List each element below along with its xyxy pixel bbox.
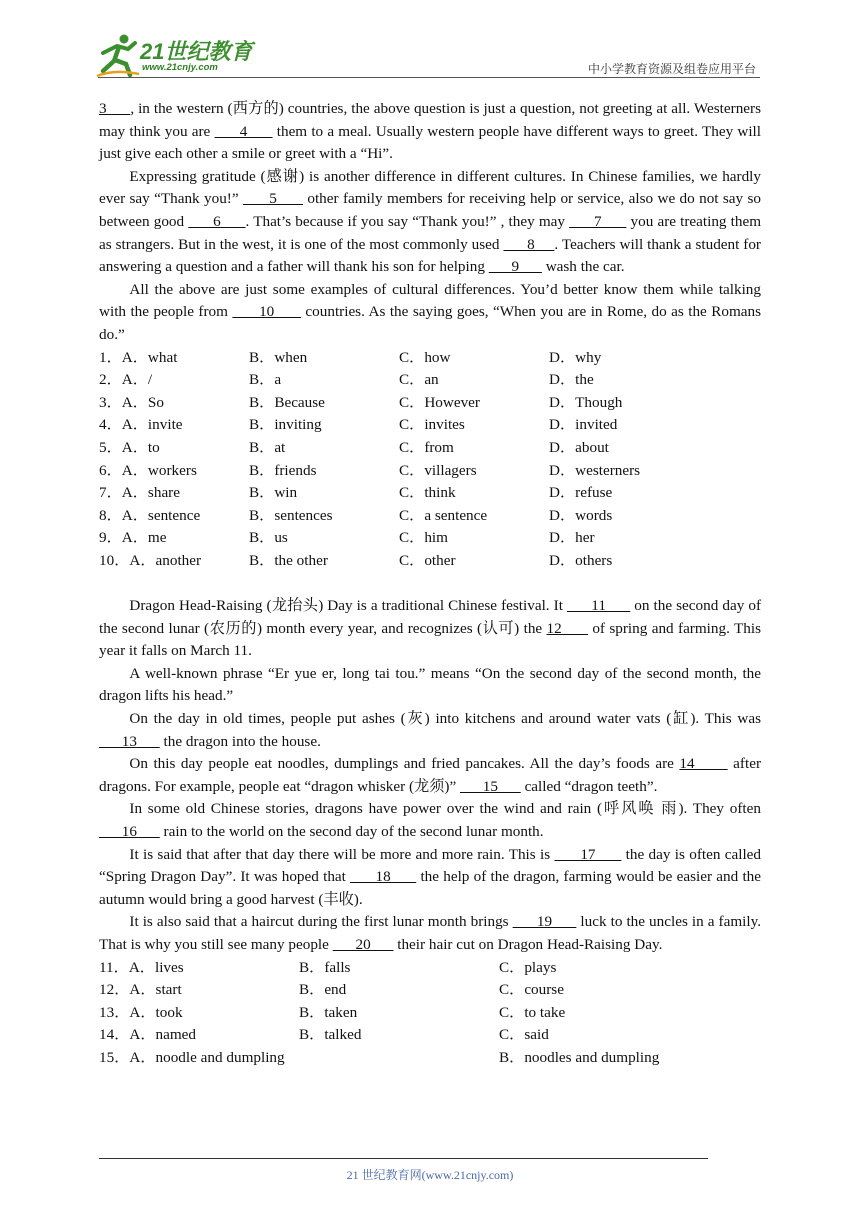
question-number: 10． (99, 551, 130, 569)
question-number: 7． (99, 484, 122, 502)
option-c: C．him (399, 529, 448, 547)
document-body (99, 98, 761, 1070)
paragraph-text: . Teachers will thank a student for answering a question and a father will thank his son for helping (99, 235, 761, 276)
question-number: 2． (99, 371, 122, 389)
option-c: C．invites (399, 416, 465, 434)
option-text: A．to (121, 438, 160, 456)
option-b: B．falls (299, 958, 351, 976)
section-gap (99, 572, 761, 595)
question-number: 5． (99, 438, 122, 456)
option-row (99, 550, 761, 573)
options-2 (99, 957, 761, 1047)
passage-1 (99, 98, 761, 347)
answer-blank: 15 (460, 777, 521, 795)
logo (95, 33, 275, 83)
option-c: C．think (399, 484, 456, 502)
paragraph (99, 595, 761, 663)
question-number: 11． (99, 958, 129, 976)
question-number: 6． (99, 461, 122, 479)
question-number: 13． (99, 1003, 130, 1021)
option-row (99, 1002, 761, 1025)
option-a (99, 527, 249, 550)
answer-blank: 18 (350, 868, 417, 886)
option-text: A．sentence (121, 506, 201, 524)
option-d: D．why (549, 348, 602, 366)
paragraph-text: On this day people eat noodles, dumplings and fried pancakes. All the day’s foods are (129, 755, 680, 773)
answer-blank: 14 (679, 755, 728, 773)
paragraph-text: their hair cut on Dragon Head-Raising Day. (393, 935, 663, 953)
option-c: C．other (399, 551, 456, 569)
option-d: D．Though (549, 393, 623, 411)
option-c: C．said (499, 1026, 549, 1044)
answer-blank: 3 (99, 100, 131, 117)
paragraph-text: On the day in old times, people put ashes (灰) into kitchens and around water vats (缸). This was (129, 710, 761, 728)
paragraph-text: them to a meal. Usually western people have different ways to greet. They will just give each other a smile or greet with a “Hi”. (99, 122, 761, 163)
option-a (99, 347, 249, 370)
question-number: 12． (99, 981, 130, 999)
option-a (99, 1002, 299, 1025)
option-a (99, 550, 249, 573)
option-text: A．share (121, 484, 180, 502)
paragraph-text: the dragon into the house. (159, 732, 321, 750)
option-b: B．friends (249, 461, 317, 479)
option-c: C．from (399, 438, 454, 456)
option-d: D．words (549, 506, 613, 524)
option-a (99, 460, 249, 483)
runner-logo-icon (95, 33, 141, 79)
paragraph (99, 798, 761, 843)
paragraph-text: other family members for receiving help or service, also we do not say so between good (99, 190, 762, 230)
option-a (99, 482, 249, 505)
answer-blank: 12 (546, 619, 588, 637)
option-15-a: 15．A．noodle and dumpling (99, 1048, 285, 1066)
option-b: B．a (249, 371, 282, 389)
option-a (99, 1024, 299, 1047)
option-text: A．named (129, 1026, 197, 1044)
option-row (99, 369, 761, 392)
paragraph-text: Expressing gratitude (感谢) is another difference in different cultures. In Chinese families, we hardly ever say “Thank you!” (99, 167, 761, 208)
answer-blank: 6 (188, 212, 246, 230)
option-row (99, 979, 761, 1002)
paragraph (99, 166, 761, 279)
option-row (99, 460, 761, 483)
option-text: A．lives (128, 958, 184, 976)
option-a (99, 369, 249, 392)
option-row-15 (99, 1047, 761, 1070)
header-divider (98, 77, 760, 78)
paragraph-text: It is also said that a haircut during the first lunar month brings (129, 913, 513, 931)
paragraph-text: Dragon Head-Raising (龙抬头) Day is a traditional Chinese festival. It (129, 597, 567, 615)
paragraph-text: luck to the uncles in a family. That is why you still see many people (99, 913, 761, 953)
option-d: D．others (549, 551, 613, 569)
option-d: D．about (549, 438, 609, 456)
question-number: 14． (99, 1026, 130, 1044)
option-c: C．how (399, 348, 451, 366)
option-row (99, 392, 761, 415)
option-15-b: B．noodles and dumpling (499, 1048, 660, 1066)
paragraph-text: In some old Chinese stories, dragons have power over the wind and rain (呼风唤 雨). They often (129, 800, 761, 818)
option-a (99, 505, 249, 528)
option-text: A．another (129, 551, 202, 569)
question-number: 9． (99, 529, 122, 547)
paragraph (99, 753, 761, 798)
option-b: B．talked (299, 1026, 362, 1044)
paragraph-text: , in the western (西方的) countries, the above question is just a question, not greeting at all. Westerners may think you are (99, 100, 761, 140)
answer-blank: 19 (512, 913, 577, 931)
option-b: B．taken (299, 1003, 358, 1021)
question-number: 1． (99, 348, 122, 366)
option-b: B．inviting (249, 416, 322, 434)
paragraph-text: . That’s because if you say “Thank you!” , they may (245, 212, 570, 230)
paragraph (99, 98, 761, 166)
option-a (99, 957, 299, 980)
paragraph-text: called “dragon teeth”. (520, 777, 658, 795)
paragraph-text: wash the car. (541, 258, 625, 276)
options-1 (99, 347, 761, 573)
footer-divider (99, 1158, 708, 1159)
answer-blank: 5 (242, 190, 303, 208)
option-b: B．sentences (249, 506, 333, 524)
option-d: D．invited (549, 416, 618, 434)
paragraph-text: of spring and farming. This year it falls on March 11. (99, 619, 761, 660)
option-text: A．start (129, 981, 182, 999)
paragraph-text: the help of the dragon, farming would be easier and the autumn would bring a good harvest (丰收). (99, 868, 762, 908)
option-b: B．when (249, 348, 308, 366)
platform-name: 中小学教育资源及组卷应用平台 (587, 62, 756, 76)
paragraph (99, 844, 761, 912)
question-number: 4． (99, 416, 122, 434)
option-row (99, 1024, 761, 1047)
option-c: C．However (399, 393, 480, 411)
option-c: C．villagers (399, 461, 477, 479)
answer-blank: 7 (569, 212, 627, 230)
paragraph (99, 708, 761, 753)
option-row (99, 957, 761, 980)
paragraph-text: on the second day of the second lunar (农历的) month every year, and recognizes (认可) the (99, 597, 762, 637)
option-c: C．course (499, 981, 564, 999)
option-row (99, 482, 761, 505)
question-number: 3． (99, 393, 122, 411)
option-text: A．me (121, 529, 167, 547)
question-number: 8． (99, 506, 122, 524)
paragraph-text: It is said that after that day there will be more and more rain. This is (129, 845, 555, 863)
passage-2 (99, 595, 761, 957)
answer-blank: 4 (214, 122, 273, 140)
option-c: C．plays (499, 958, 557, 976)
paragraph-text: after dragons. For example, people eat “dragon whisker (龙须)” (99, 755, 762, 795)
paragraph-text: rain to the world on the second day of the second lunar month. (159, 823, 544, 840)
option-text: A．took (129, 1003, 183, 1021)
answer-blank: 13 (99, 732, 160, 750)
answer-blank: 20 (332, 935, 394, 953)
option-text: A．So (121, 393, 164, 411)
option-d: D．refuse (549, 484, 613, 502)
answer-blank: 8 (503, 235, 555, 253)
option-row (99, 437, 761, 460)
option-text: A．workers (121, 461, 197, 479)
paragraph-text: All the above are just some examples of cultural differences. You’d better know them while talking with the people from (99, 280, 761, 321)
option-b: B．win (249, 484, 298, 502)
option-b: B．the other (249, 551, 328, 569)
option-text: A．invite (121, 416, 183, 434)
logo-url: www.21cnjy.com (142, 62, 218, 73)
option-c: C．a sentence (399, 506, 488, 524)
option-b: B．end (299, 981, 347, 999)
option-text: A．what (121, 348, 178, 366)
option-row (99, 505, 761, 528)
option-a (99, 437, 249, 460)
option-a (99, 414, 249, 437)
answer-blank: 9 (488, 258, 542, 276)
option-row (99, 347, 761, 370)
answer-blank: 17 (554, 845, 622, 863)
page-header (0, 0, 860, 90)
answer-blank: 16 (99, 823, 160, 840)
option-b: B．us (249, 529, 288, 547)
answer-blank: 10 (232, 303, 301, 321)
option-row (99, 527, 761, 550)
paragraph-text: you are treating them as strangers. But in the west, it is one of the most commonly used (99, 212, 762, 253)
option-a (99, 392, 249, 415)
option-d: D．westerners (549, 461, 641, 479)
paragraph (99, 911, 761, 956)
option-c: C．an (399, 371, 439, 389)
option-b: B．at (249, 438, 286, 456)
option-text: A．/ (121, 371, 153, 389)
option-d: D．her (549, 529, 595, 547)
option-c: C．to take (499, 1003, 566, 1021)
paragraph (99, 663, 761, 708)
option-b: B．Because (249, 393, 325, 411)
option-d: D．the (549, 371, 594, 389)
footer-text: 21 世纪教育网(www.21cnjy.com) (346, 1168, 514, 1182)
logo-text: 21世纪教育 (140, 39, 253, 64)
paragraph-text: countries. As the saying goes, “When you are in Rome, do as the Romans do.” (99, 303, 762, 343)
option-row (99, 414, 761, 437)
paragraph-text: the day is often called “Spring Dragon Day”. It was hoped that (99, 845, 762, 886)
option-a (99, 979, 299, 1002)
answer-blank: 11 (566, 597, 631, 615)
paragraph-text: A well-known phrase “Er yue er, long tai tou.” means “On the second day of the second month, the dragon lifts his head.” (99, 664, 761, 705)
paragraph (99, 279, 761, 347)
